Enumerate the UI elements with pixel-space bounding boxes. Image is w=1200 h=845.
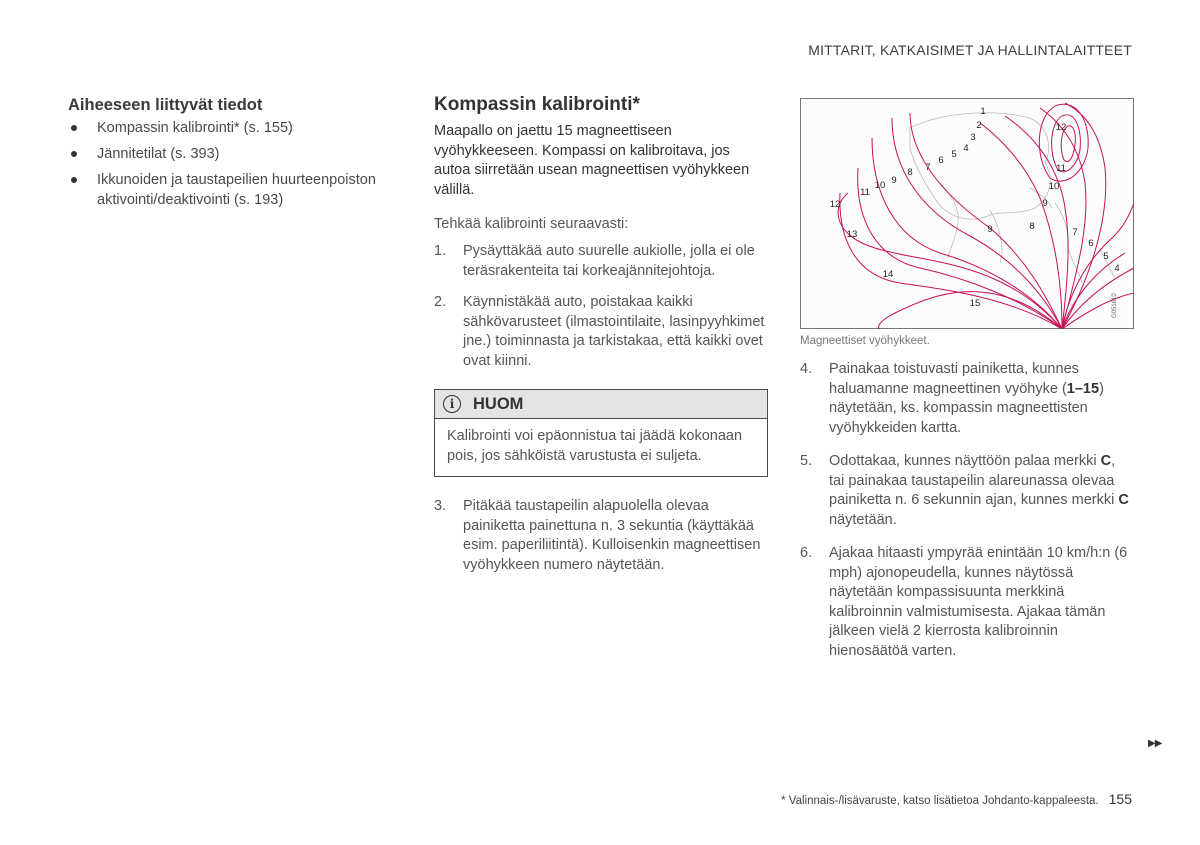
zone-label: 5: [1103, 251, 1109, 262]
note-text: Kalibrointi voi epäonnistua tai jäädä kokonaan pois, jos sähköistä varustusta ei suljeta.: [447, 428, 743, 464]
info-icon: i: [443, 395, 461, 413]
figure-code: G051610: [1112, 293, 1118, 318]
lead-text: Tehkää kalibrointi seuraavasti:: [434, 216, 629, 232]
zone-label: 9: [891, 175, 897, 186]
step-item: [800, 544, 1134, 661]
step-number: 4.: [800, 361, 813, 377]
zone-label: 5: [951, 149, 957, 160]
figure-caption: Magneettiset vyöhykkeet.: [800, 335, 930, 347]
zone-label: 8: [1029, 221, 1035, 232]
section-header: MITTARIT, KATKAISIMET JA HALLINTALAITTEET: [808, 42, 1132, 58]
intro-text: Maapallo on jaettu 15 magneettiseen vyöhykkeeseen. Kompassi on kalibroitava, jos autoa siirretään usean magneettisen vyöhykkeen välillä.: [434, 123, 750, 198]
zone-label: 12: [1055, 122, 1067, 133]
zone-label: 11: [860, 187, 870, 198]
note-box: [434, 389, 768, 477]
step-text: Pysäyttäkää auto suurelle aukiolle, jolla ei ole teräsrakenteita tai korkeajännitejohtoja.: [463, 243, 755, 279]
zone-label: 8: [907, 167, 913, 178]
zone-label: 12: [829, 199, 841, 210]
step-text-part: Odottakaa, kunnes näyttöön palaa merkki: [829, 453, 1101, 469]
zone-label: 13: [846, 229, 858, 240]
step-text-part: ) näytetään, ks. kompassin magneettisten vyöhykkeiden kartta.: [829, 380, 1104, 436]
step-text: Käynnistäkää auto, poistakaa kaikki sähkövarusteet (ilmastointilaite, lasinpyyhkimet jne.) toiminnasta ja tarkistakaa, että kaikki ovet ovat kiinni.: [463, 294, 765, 369]
zone-label: 9: [1042, 198, 1048, 209]
step-text: [829, 452, 1134, 530]
zone-label: 7: [1072, 227, 1078, 238]
footnote-text: * Valinnais-/lisävaruste, katso lisätietoa Johdanto-kappaleesta.: [781, 795, 1099, 807]
next-page-icon[interactable]: ▶▶: [1148, 738, 1162, 749]
steps-list-continued: [434, 497, 768, 575]
step-text-part: Painakaa toistuvasti painiketta, kunnes haluamanne magneettinen vyöhyke (: [829, 361, 1079, 397]
page-number: 155: [1108, 791, 1132, 807]
step-text-part: näytetään.: [829, 511, 897, 528]
compass-symbol: C: [1100, 453, 1112, 469]
related-link-defroster[interactable]: Ikkunoiden ja taustapeilien huurteenpoiston aktivointi/deaktivointi (s. 193): [68, 170, 398, 210]
zone-label: 10: [874, 180, 886, 191]
zone-label: 6: [1088, 238, 1094, 249]
zone-label: 2: [976, 120, 982, 131]
note-title: HUOM: [473, 394, 524, 413]
step-text-part: , tai painakaa taustapeilin alareunassa olevaa painiketta n. 6 sekunnin ajan, kunnes merkki: [829, 453, 1119, 508]
related-info-heading: Aiheeseen liittyvät tiedot: [68, 96, 263, 114]
step-text: Ajakaa hitaasti ympyrää enintään 10 km/h:n (6 mph) ajonopeudella, kunnes näytössä näytetään kompassisuunta merkkinä kalibroinnin valmistumisesta. Ajakaa tämän jälkeen vielä 2 kierrosta kalibroinnin hienosäätöä varten.: [829, 545, 1128, 659]
zone-label: 9: [987, 224, 993, 235]
zone-label: 10: [1048, 181, 1060, 192]
step-item: [800, 452, 1134, 530]
zone-label: 6: [938, 155, 944, 166]
related-link-compass[interactable]: Kompassin kalibrointi* (s. 155): [68, 118, 398, 138]
calibration-section: [434, 94, 768, 587]
compass-symbol: C: [1118, 492, 1129, 508]
zone-label: 4: [963, 143, 969, 154]
zone-range: 1–15: [1066, 380, 1100, 397]
related-info-list: [68, 118, 398, 216]
step-text: [829, 360, 1134, 438]
step-number: 6.: [800, 545, 813, 561]
step-number: 5.: [800, 453, 813, 469]
step-item: [434, 242, 768, 281]
zone-label: 3: [970, 132, 976, 143]
related-link-voltage[interactable]: Jännitetilat (s. 393): [68, 144, 398, 164]
steps-list: [434, 242, 768, 371]
zone-label: 15: [969, 298, 981, 309]
step-number: 2.: [434, 294, 447, 310]
footer: [781, 791, 1132, 807]
zone-label: 14: [882, 269, 894, 280]
step-text: Pitäkää taustapeilin alapuolella olevaa painiketta painettuna n. 3 sekuntia (käyttäkää esim. paperiliitintä). Kulloisenkin magneettisen vyöhykkeen numero näytetään.: [463, 498, 761, 573]
step-item: [434, 293, 768, 371]
zone-label: 7: [925, 162, 931, 173]
note-header: [435, 390, 767, 419]
zone-label: 4: [1114, 263, 1120, 274]
step-item: [434, 497, 768, 575]
step-number: 3.: [434, 498, 447, 514]
zone-label: 1: [980, 106, 986, 117]
zone-label: 11: [1056, 163, 1066, 174]
step-item: [800, 360, 1134, 438]
steps-list-right: [800, 360, 1134, 675]
magnetic-zones-map: [800, 98, 1134, 329]
section-title: Kompassin kalibrointi*: [434, 94, 640, 115]
step-number: 1.: [434, 243, 447, 259]
